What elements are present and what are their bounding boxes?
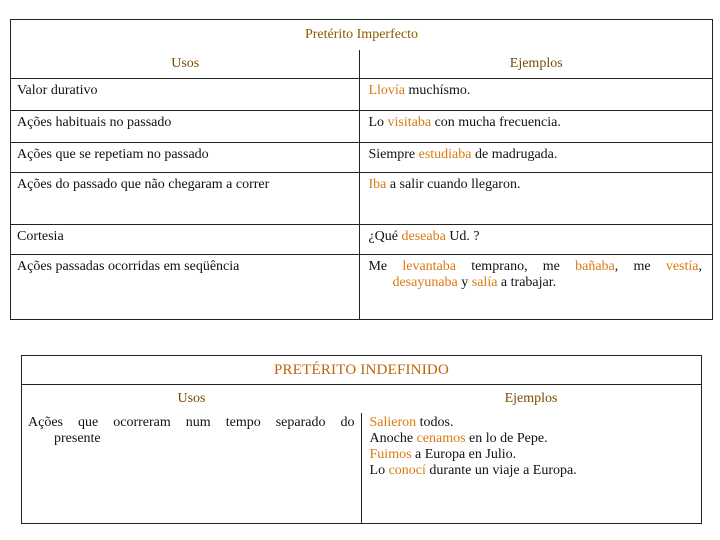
indefinido-title-cell: [22, 356, 702, 385]
uso-line: presente: [54, 431, 101, 446]
ejemplo-line: [370, 431, 691, 447]
ejemplo-cell: [360, 143, 713, 173]
uso-line: Ações que ocorreram num tempo separado do: [28, 415, 355, 430]
ejemplo-line: [370, 447, 691, 463]
imperfecto-title: Pretérito Imperfecto: [304, 27, 419, 42]
example-text: a trabajar.: [497, 275, 557, 290]
uso-cell: Ações habituais no passado: [11, 111, 360, 143]
imperfecto-col-ejemplos: Ejemplos: [360, 50, 713, 79]
example-text: y: [457, 275, 472, 290]
example-text: Lo: [368, 115, 388, 130]
uso-cell: Ações do passado que não chegaram a correr: [11, 173, 360, 225]
ejemplo-line: [370, 463, 691, 479]
ejemplo-line: [368, 259, 702, 275]
ejemplo-cell: [360, 225, 713, 255]
verb-highlight: bañaba: [575, 259, 615, 274]
uso-cell: [22, 413, 362, 523]
uso-cell: Cortesia: [11, 225, 360, 255]
verb-highlight: conocí: [388, 463, 426, 478]
verb-highlight: Fuimos: [369, 447, 412, 462]
verb-highlight: deseaba: [401, 229, 446, 244]
example-text: Siempre: [368, 147, 419, 162]
verb-highlight: levantaba: [402, 259, 456, 274]
indefinido-col-usos: Usos: [22, 385, 362, 414]
uso-cell: Ações que se repetiam no passado: [11, 143, 360, 173]
example-text: Me: [368, 259, 403, 274]
indefinido-col-ejemplos: Ejemplos: [361, 385, 701, 414]
example-text: de madrugada.: [471, 147, 558, 162]
table-row: [22, 413, 702, 523]
ejemplo-cell: [360, 173, 713, 225]
table-row: [11, 79, 713, 111]
example-text: a salir cuando llegaron.: [386, 177, 521, 192]
table-row: [11, 111, 713, 143]
indefinido-title: PRETÉRITO INDEFINIDO: [274, 361, 449, 378]
indefinido-table: [21, 355, 702, 524]
example-text: a Europa en Julio.: [411, 447, 517, 462]
imperfecto-col-usos: Usos: [11, 50, 360, 79]
example-text: muchísmo.: [405, 83, 471, 98]
example-text: durante un viaje a Europa.: [425, 463, 577, 478]
table-row: [11, 143, 713, 173]
uso-cell: Valor durativo: [11, 79, 360, 111]
verb-highlight: visitaba: [387, 115, 432, 130]
imperfecto-title-cell: [11, 20, 713, 51]
ejemplo-line: [368, 275, 702, 291]
example-text: ,: [698, 259, 702, 274]
example-text: todos.: [416, 415, 454, 430]
verb-highlight: Iba: [368, 177, 387, 192]
example-text: Anoche: [369, 431, 417, 446]
uso-cell: Ações passadas ocorridas em seqüência: [11, 255, 360, 320]
example-text: Ud. ?: [445, 229, 480, 244]
example-text: en lo de Pepe.: [465, 431, 548, 446]
imperfecto-table: [10, 19, 713, 320]
example-text: con mucha frecuencia.: [431, 115, 561, 130]
ejemplo-cell: [361, 413, 701, 523]
verb-highlight: desayunaba: [392, 275, 458, 290]
ejemplo-cell: [360, 255, 713, 320]
verb-highlight: Llovía: [368, 83, 405, 98]
verb-highlight: Salieron: [369, 415, 417, 430]
ejemplo-cell: [360, 111, 713, 143]
example-text: ¿Qué: [368, 229, 402, 244]
example-text: temprano, me: [455, 259, 576, 274]
table-row: [11, 225, 713, 255]
table-row: [11, 255, 713, 320]
verb-highlight: vestía: [665, 259, 699, 274]
example-text: Lo: [369, 463, 389, 478]
verb-highlight: estudiaba: [418, 147, 472, 162]
verb-highlight: cenamos: [416, 431, 466, 446]
table-row: [11, 173, 713, 225]
ejemplo-line: [370, 415, 691, 431]
verb-highlight: salía: [471, 275, 498, 290]
example-text: , me: [614, 259, 666, 274]
ejemplo-cell: [360, 79, 713, 111]
